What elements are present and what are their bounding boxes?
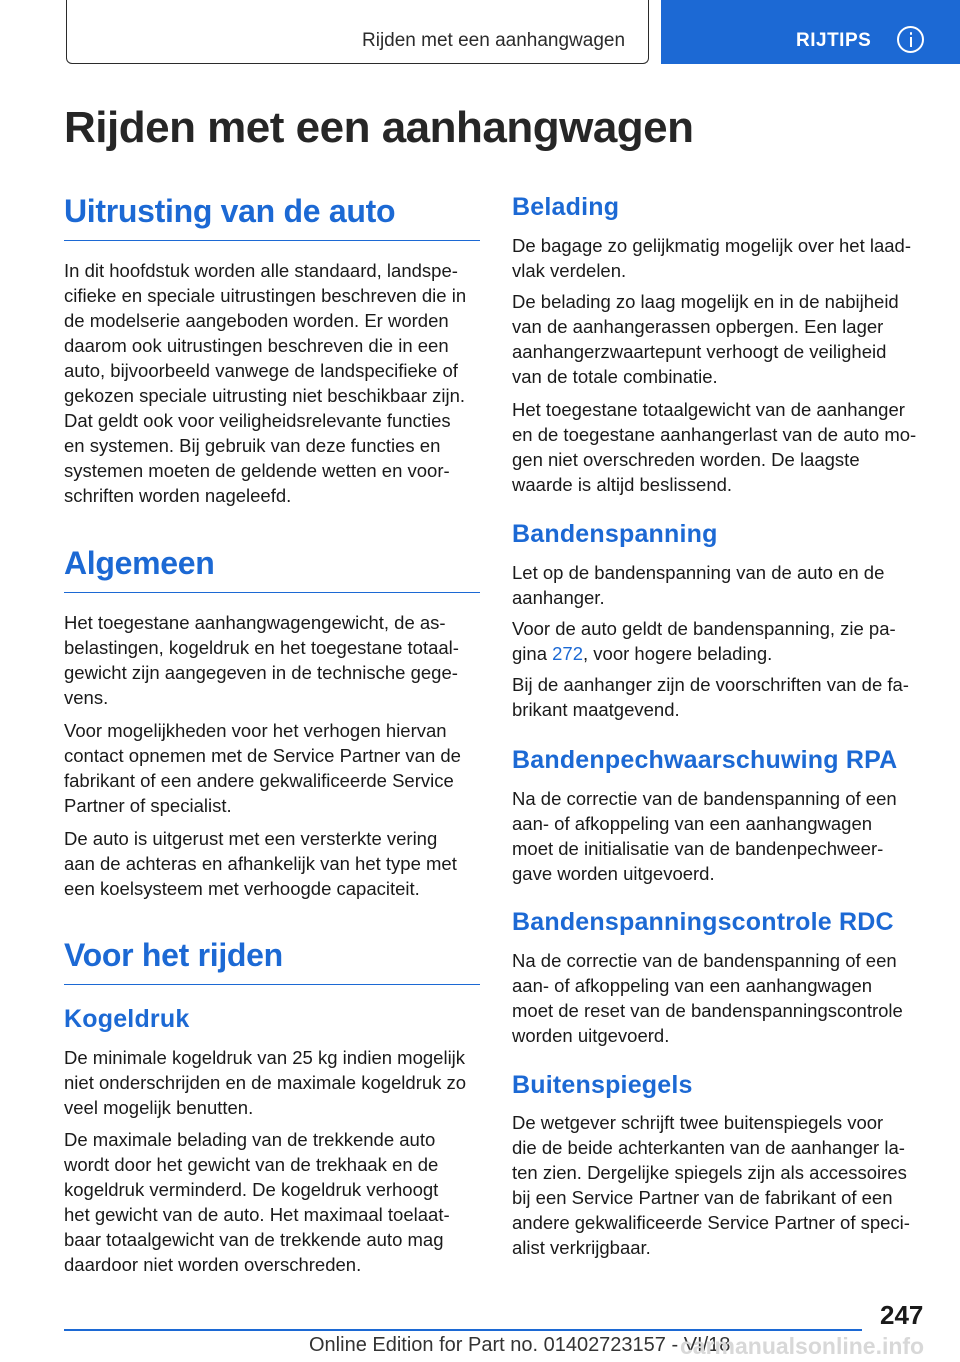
text-line: aan- of afkoppeling van een aanhangwagen	[512, 813, 873, 834]
text-line: en de toegestane aanhangerlast van de auto mo‐	[512, 424, 917, 445]
footer-edition: Online Edition for Part no. 01402723157 - VI/18	[309, 1334, 731, 1356]
heading-rdc: Bandenspanningscontrole RDC	[512, 908, 894, 936]
text-line: niet onderschrijden en de maximale kogeldruk zo	[64, 1072, 467, 1093]
text-line: kogeldruk verminderd. De kogeldruk verhoogt	[64, 1179, 439, 1200]
text-line: auto, bijvoorbeeld vanwege de landspecifieke of	[64, 360, 458, 381]
text-line: aanhanger.	[512, 587, 605, 608]
text-line: van de aanhangerassen opbergen. Een lager	[512, 316, 884, 337]
text-line: De auto is uitgerust met een versterkte vering	[64, 828, 438, 849]
text-line: die de beide achterkanten van de aanhanger la‐	[512, 1137, 905, 1158]
header-section-title[interactable]: Rijden met een aanhangwagen	[362, 30, 626, 51]
text-line: contact opnemen met de Service Partner van de	[64, 745, 461, 766]
page-number: 247	[880, 1300, 924, 1330]
text-line: cifieke en speciale uitrustingen beschreven die in	[64, 285, 467, 306]
text-line: en systemen. Bij gebruik van deze functies en	[64, 435, 441, 456]
heading-kogeldruk: Kogeldruk	[64, 1005, 190, 1033]
text-line: wordt door het gewicht van de trekhaak en de	[64, 1154, 439, 1175]
text-line: Voor de auto geldt de bandenspanning, zie pa‐	[512, 618, 896, 639]
text-line: daardoor niet worden overschreden.	[64, 1254, 362, 1275]
text-line: Voor mogelijkheden voor het verhogen hiervan	[64, 720, 447, 741]
text-line: vlak verdelen.	[512, 260, 627, 281]
page-link-272[interactable]: 272	[552, 643, 583, 664]
text-line: brikant maatgevend.	[512, 699, 680, 720]
paragraph-kogeldruk-1	[64, 1045, 480, 1120]
text-line: Dat geldt ook voor veiligheidsrelevante functies	[64, 410, 451, 431]
paragraph-bandenspanning-2	[512, 616, 928, 666]
text-line: bij een Service Partner van de fabrikant of een	[512, 1187, 893, 1208]
heading-uitrusting: Uitrusting van de auto	[64, 193, 480, 241]
text-line: gave worden uitgevoerd.	[512, 863, 715, 884]
text-fragment: gina	[512, 643, 553, 664]
text-line: Na de correctie van de bandenspanning of een	[512, 788, 897, 809]
text-line: Let op de bandenspanning van de auto en de	[512, 562, 885, 583]
info-icon[interactable]	[897, 26, 924, 53]
text-line: van de totale combinatie.	[512, 366, 718, 387]
text-line: daarom ook uitrustingen beschreven die in een	[64, 335, 449, 356]
paragraph-rdc	[512, 948, 928, 1048]
text-line: gewicht zijn aangegeven in de technische gege‐	[64, 662, 458, 683]
text-line: aanhangerzwaartepunt verhoogt de veiligheid	[512, 341, 887, 362]
text-line: systemen moeten de geldende wetten en voor‐	[64, 460, 450, 481]
text-line: Het toegestane totaalgewicht van de aanhanger	[512, 399, 905, 420]
paragraph-uitrusting	[64, 258, 480, 508]
paragraph-belading-1	[512, 233, 928, 283]
paragraph-kogeldruk-2	[64, 1127, 480, 1277]
text-line: veel mogelijk benutten.	[64, 1097, 254, 1118]
paragraph-belading-2	[512, 289, 928, 389]
text-line: De wetgever schrijft twee buitenspiegels voor	[512, 1112, 884, 1133]
paragraph-belading-3	[512, 397, 928, 497]
paragraph-algemeen-3	[64, 826, 480, 901]
text-line: Het toegestane aanhangwagengewicht, de as‐	[64, 612, 446, 633]
heading-bandenspanning: Bandenspanning	[512, 520, 718, 548]
text-line: In dit hoofdstuk worden alle standaard, landspe‐	[64, 260, 458, 281]
text-line: Na de correctie van de bandenspanning of een	[512, 950, 897, 971]
text-line: ten zien. Dergelijke spiegels zijn als accessoires	[512, 1162, 907, 1183]
paragraph-bandenspanning-1	[512, 560, 928, 610]
paragraph-buitenspiegels	[512, 1110, 928, 1260]
text-fragment: , voor hogere belading.	[583, 643, 773, 664]
page-title: Rijden met een aanhangwagen	[64, 103, 694, 152]
text-line: worden uitgevoerd.	[512, 1025, 670, 1046]
text-line: belastingen, kogeldruk en het toegestane totaal‐	[64, 637, 459, 658]
text-line: De minimale kogeldruk van 25 kg indien mogelijk	[64, 1047, 466, 1068]
text-line: vens.	[64, 687, 109, 708]
text-line: Partner of specialist.	[64, 795, 232, 816]
text-line: andere gekwalificeerde Service Partner of speci‐	[512, 1212, 910, 1233]
text-line: aan- of afkoppeling van een aanhangwagen	[512, 975, 873, 996]
heading-algemeen: Algemeen	[64, 545, 480, 593]
text-line: moet de reset van de bandenspanningscontrole	[512, 1000, 903, 1021]
heading-voor-het-rijden: Voor het rijden	[64, 937, 480, 985]
paragraph-bandenspanning-3	[512, 672, 928, 722]
text-line: De maximale belading van de trekkende auto	[64, 1129, 436, 1150]
watermark: carmanualsonline.info	[680, 1333, 925, 1359]
text-line: waarde is altijd beslissend.	[512, 474, 733, 495]
text-line: Bij de aanhanger zijn de voorschriften van de fa‐	[512, 674, 909, 695]
text-line	[512, 641, 928, 666]
paragraph-algemeen-1	[64, 610, 480, 710]
paragraph-rpa	[512, 786, 928, 886]
text-line: fabrikant of een andere gekwalificeerde Service	[64, 770, 454, 791]
heading-belading: Belading	[512, 193, 620, 221]
text-line: aan de achteras en afhankelijk van het type met	[64, 853, 457, 874]
text-line: baar totaalgewicht van de trekkende auto mag	[64, 1229, 444, 1250]
text-line: een koelsysteem met verhoogde capaciteit.	[64, 878, 420, 899]
header-tab-rijtips[interactable]	[661, 0, 960, 64]
text-line: gen niet overschreden worden. De laagste	[512, 449, 860, 470]
text-line: De bagage zo gelijkmatig mogelijk over het laad‐	[512, 235, 911, 256]
heading-rpa: Bandenpechwaarschuwing RPA	[512, 746, 898, 774]
text-line: moet de initialisatie van de bandenpechweer‐	[512, 838, 884, 859]
paragraph-algemeen-2	[64, 718, 480, 818]
text-line: alist verkrijgbaar.	[512, 1237, 651, 1258]
text-line: gekozen speciale uitrusting niet beschikbaar zijn.	[64, 385, 466, 406]
heading-buitenspiegels: Buitenspiegels	[512, 1071, 693, 1099]
text-line: De belading zo laag mogelijk en in de nabijheid	[512, 291, 899, 312]
header-tab-label: RIJTIPS	[796, 30, 872, 51]
text-line: het gewicht van de auto. Het maximaal toelaat‐	[64, 1204, 450, 1225]
text-line: de modelserie aangeboden worden. Er worden	[64, 310, 449, 331]
text-line: schriften worden nageleefd.	[64, 485, 292, 506]
footer-divider	[64, 1329, 862, 1331]
